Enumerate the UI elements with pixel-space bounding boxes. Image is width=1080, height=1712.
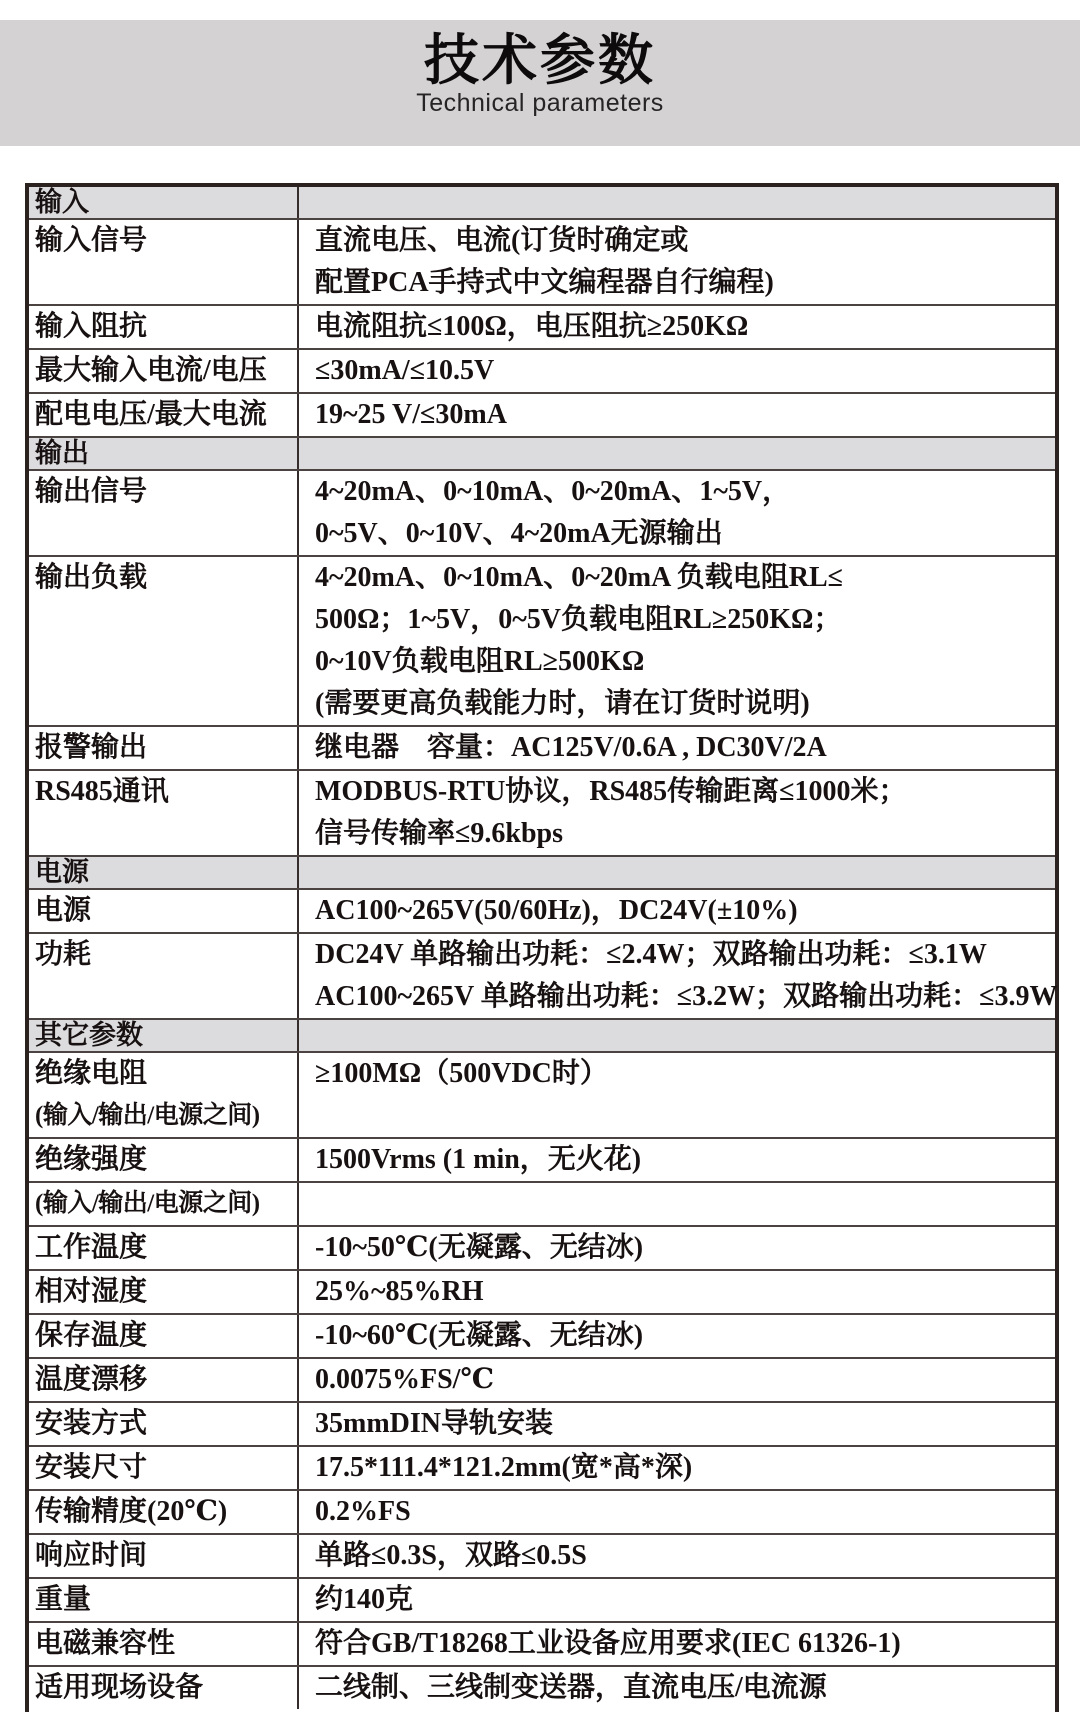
param-value-line: 二线制、三线制变送器，直流电压/电流源: [315, 1672, 827, 1703]
param-label: 温度漂移: [29, 1359, 299, 1401]
param-label: 输出信号: [29, 471, 299, 555]
param-value-line: -10~50℃(无凝露、无结冰): [315, 1232, 644, 1263]
param-value: [299, 934, 1058, 1018]
param-label: 安装尺寸: [29, 1447, 299, 1489]
param-value-line: 电流阻抗≤100Ω，电压阻抗≥250KΩ: [315, 311, 749, 342]
param-label: 保存温度: [29, 1315, 299, 1357]
table-row: [29, 1403, 1055, 1447]
table-row: [29, 557, 1055, 727]
table-row: [29, 1053, 1055, 1139]
table-row: [29, 934, 1058, 1020]
param-label: 绝缘强度: [29, 1139, 299, 1181]
table-row: [29, 1315, 1055, 1359]
table-row: [29, 1579, 1055, 1623]
param-label: 最大输入电流/电压: [29, 350, 299, 392]
param-value: [299, 771, 1055, 855]
param-label: 输出负载: [29, 557, 299, 725]
param-value-line: 4~20mA、0~10mA、0~20mA 负载电阻RL≤: [315, 562, 844, 593]
param-value-line: 0.0075%FS/℃: [315, 1364, 495, 1395]
param-label: 工作温度: [29, 1227, 299, 1269]
section-label: 其它参数: [29, 1020, 299, 1051]
param-value-line: 信号传输率≤9.6kbps: [315, 818, 563, 849]
param-value: [299, 471, 1055, 555]
section-value-spacer: [299, 857, 1055, 888]
param-value: [299, 1623, 1055, 1665]
param-value: [299, 1139, 1055, 1181]
param-value-line: 0~10V负载电阻RL≥500KΩ: [315, 646, 645, 677]
param-value-line: 17.5*111.4*121.2mm(宽*高*深): [315, 1452, 693, 1483]
param-value-line: ≤30mA/≤10.5V: [315, 355, 495, 386]
param-value: [299, 1447, 1055, 1489]
section-value-spacer: [299, 187, 1055, 218]
param-label: RS485通讯: [29, 771, 299, 855]
section-value-spacer: [299, 438, 1055, 469]
table-row: [29, 1667, 1055, 1712]
param-value-line: 0.2%FS: [315, 1496, 411, 1527]
param-value-line: 25%~85%RH: [315, 1276, 484, 1307]
section-row-other: [29, 1020, 1055, 1053]
param-value-line: 约140克: [315, 1584, 414, 1615]
section-value-spacer: [299, 1020, 1055, 1051]
param-label: 输入信号: [29, 220, 299, 304]
table-row: [29, 471, 1055, 557]
param-value-line: 单路≤0.3S，双路≤0.5S: [315, 1540, 587, 1571]
param-value-line: 0~5V、0~10V、4~20mA无源输出: [315, 518, 723, 549]
param-value-line: 19~25 V/≤30mA: [315, 399, 507, 430]
table-row: [29, 1139, 1055, 1183]
param-value-line: DC24V 单路输出功耗：≤2.4W；双路输出功耗：≤3.1W: [315, 939, 987, 970]
section-row-input: [29, 187, 1055, 220]
param-value: [299, 1667, 1055, 1709]
param-value-line: 直流电压、电流(订货时确定或: [315, 225, 689, 256]
param-label: 电磁兼容性: [29, 1623, 299, 1665]
param-label: 重量: [29, 1579, 299, 1621]
param-value: [299, 1579, 1055, 1621]
param-value: [299, 1183, 1055, 1225]
param-value-line: ≥100MΩ（500VDC时）: [315, 1058, 608, 1089]
param-value: [299, 350, 1055, 392]
param-value-line: -10~60℃(无凝露、无结冰): [315, 1320, 644, 1351]
table-row: [29, 890, 1055, 934]
section-row-output: [29, 438, 1055, 471]
param-value: [299, 890, 1055, 932]
param-label: 安装方式: [29, 1403, 299, 1445]
table-row: [29, 1491, 1055, 1535]
table-row: [29, 306, 1055, 350]
spec-table: [25, 183, 1059, 1712]
table-row: [29, 394, 1055, 438]
table-row: [29, 727, 1055, 771]
param-value: [299, 1491, 1055, 1533]
param-value-line: AC100~265V(50/60Hz)，DC24V(±10%): [315, 895, 798, 926]
param-value-line: 4~20mA、0~10mA、0~20mA、1~5V，: [315, 476, 791, 507]
param-label: 输入阻抗: [29, 306, 299, 348]
param-value: [299, 557, 1055, 725]
param-value-line: 配置PCA手持式中文编程器自行编程): [315, 267, 774, 298]
param-label: 相对湿度: [29, 1271, 299, 1313]
table-row: [29, 350, 1055, 394]
param-label: 绝缘电阻 (输入/输出/电源之间): [29, 1053, 299, 1137]
param-value: [299, 1315, 1055, 1357]
param-value: [299, 394, 1055, 436]
table-row: [29, 1447, 1055, 1491]
table-row: [29, 1623, 1055, 1667]
param-value: [299, 1227, 1055, 1269]
title-banner: [0, 20, 1080, 146]
param-value: [299, 1403, 1055, 1445]
param-label: 配电电压/最大电流: [29, 394, 299, 436]
param-value: [299, 1271, 1055, 1313]
table-row: [29, 1183, 1055, 1227]
param-value: [299, 1053, 1055, 1137]
param-value-line: (需要更高负载能力时，请在订货时说明): [315, 688, 810, 719]
param-value: [299, 220, 1055, 304]
param-label: 功耗: [29, 934, 299, 1018]
param-value-line: 1500Vrms (1 min，无火花): [315, 1144, 642, 1175]
param-value-line: 继电器 容量：AC125V/0.6A , DC30V/2A: [315, 732, 827, 763]
param-label: 适用现场设备: [29, 1667, 299, 1709]
table-row: [29, 1271, 1055, 1315]
param-label: (输入/输出/电源之间): [29, 1183, 299, 1225]
table-row: [29, 220, 1055, 306]
section-label: 输出: [29, 438, 299, 469]
param-value: [299, 1535, 1055, 1577]
table-row: [29, 771, 1055, 857]
table-row: [29, 1359, 1055, 1403]
param-value-line: MODBUS-RTU协议，RS485传输距离≤1000米；: [315, 776, 907, 807]
param-value-line: 符合GB/T18268工业设备应用要求(IEC 61326-1): [315, 1628, 901, 1659]
param-label: 报警输出: [29, 727, 299, 769]
param-value: [299, 727, 1055, 769]
table-row: [29, 1227, 1055, 1271]
page-title: 技术参数: [423, 29, 656, 91]
param-value-line: AC100~265V 单路输出功耗：≤3.2W；双路输出功耗：≤3.9W: [315, 981, 1058, 1012]
param-value: [299, 1359, 1055, 1401]
section-row-power: [29, 857, 1055, 890]
param-value-line: 35mmDIN导轨安装: [315, 1408, 553, 1439]
param-label: 传输精度(20℃): [29, 1491, 299, 1533]
page-subtitle: Technical parameters: [416, 89, 664, 117]
section-label: 电源: [29, 857, 299, 888]
param-value: [299, 306, 1055, 348]
param-label: 响应时间: [29, 1535, 299, 1577]
param-label: 电源: [29, 890, 299, 932]
section-label: 输入: [29, 187, 299, 218]
table-row: [29, 1535, 1055, 1579]
param-value-line: 500Ω；1~5V，0~5V负载电阻RL≥250KΩ；: [315, 604, 842, 635]
